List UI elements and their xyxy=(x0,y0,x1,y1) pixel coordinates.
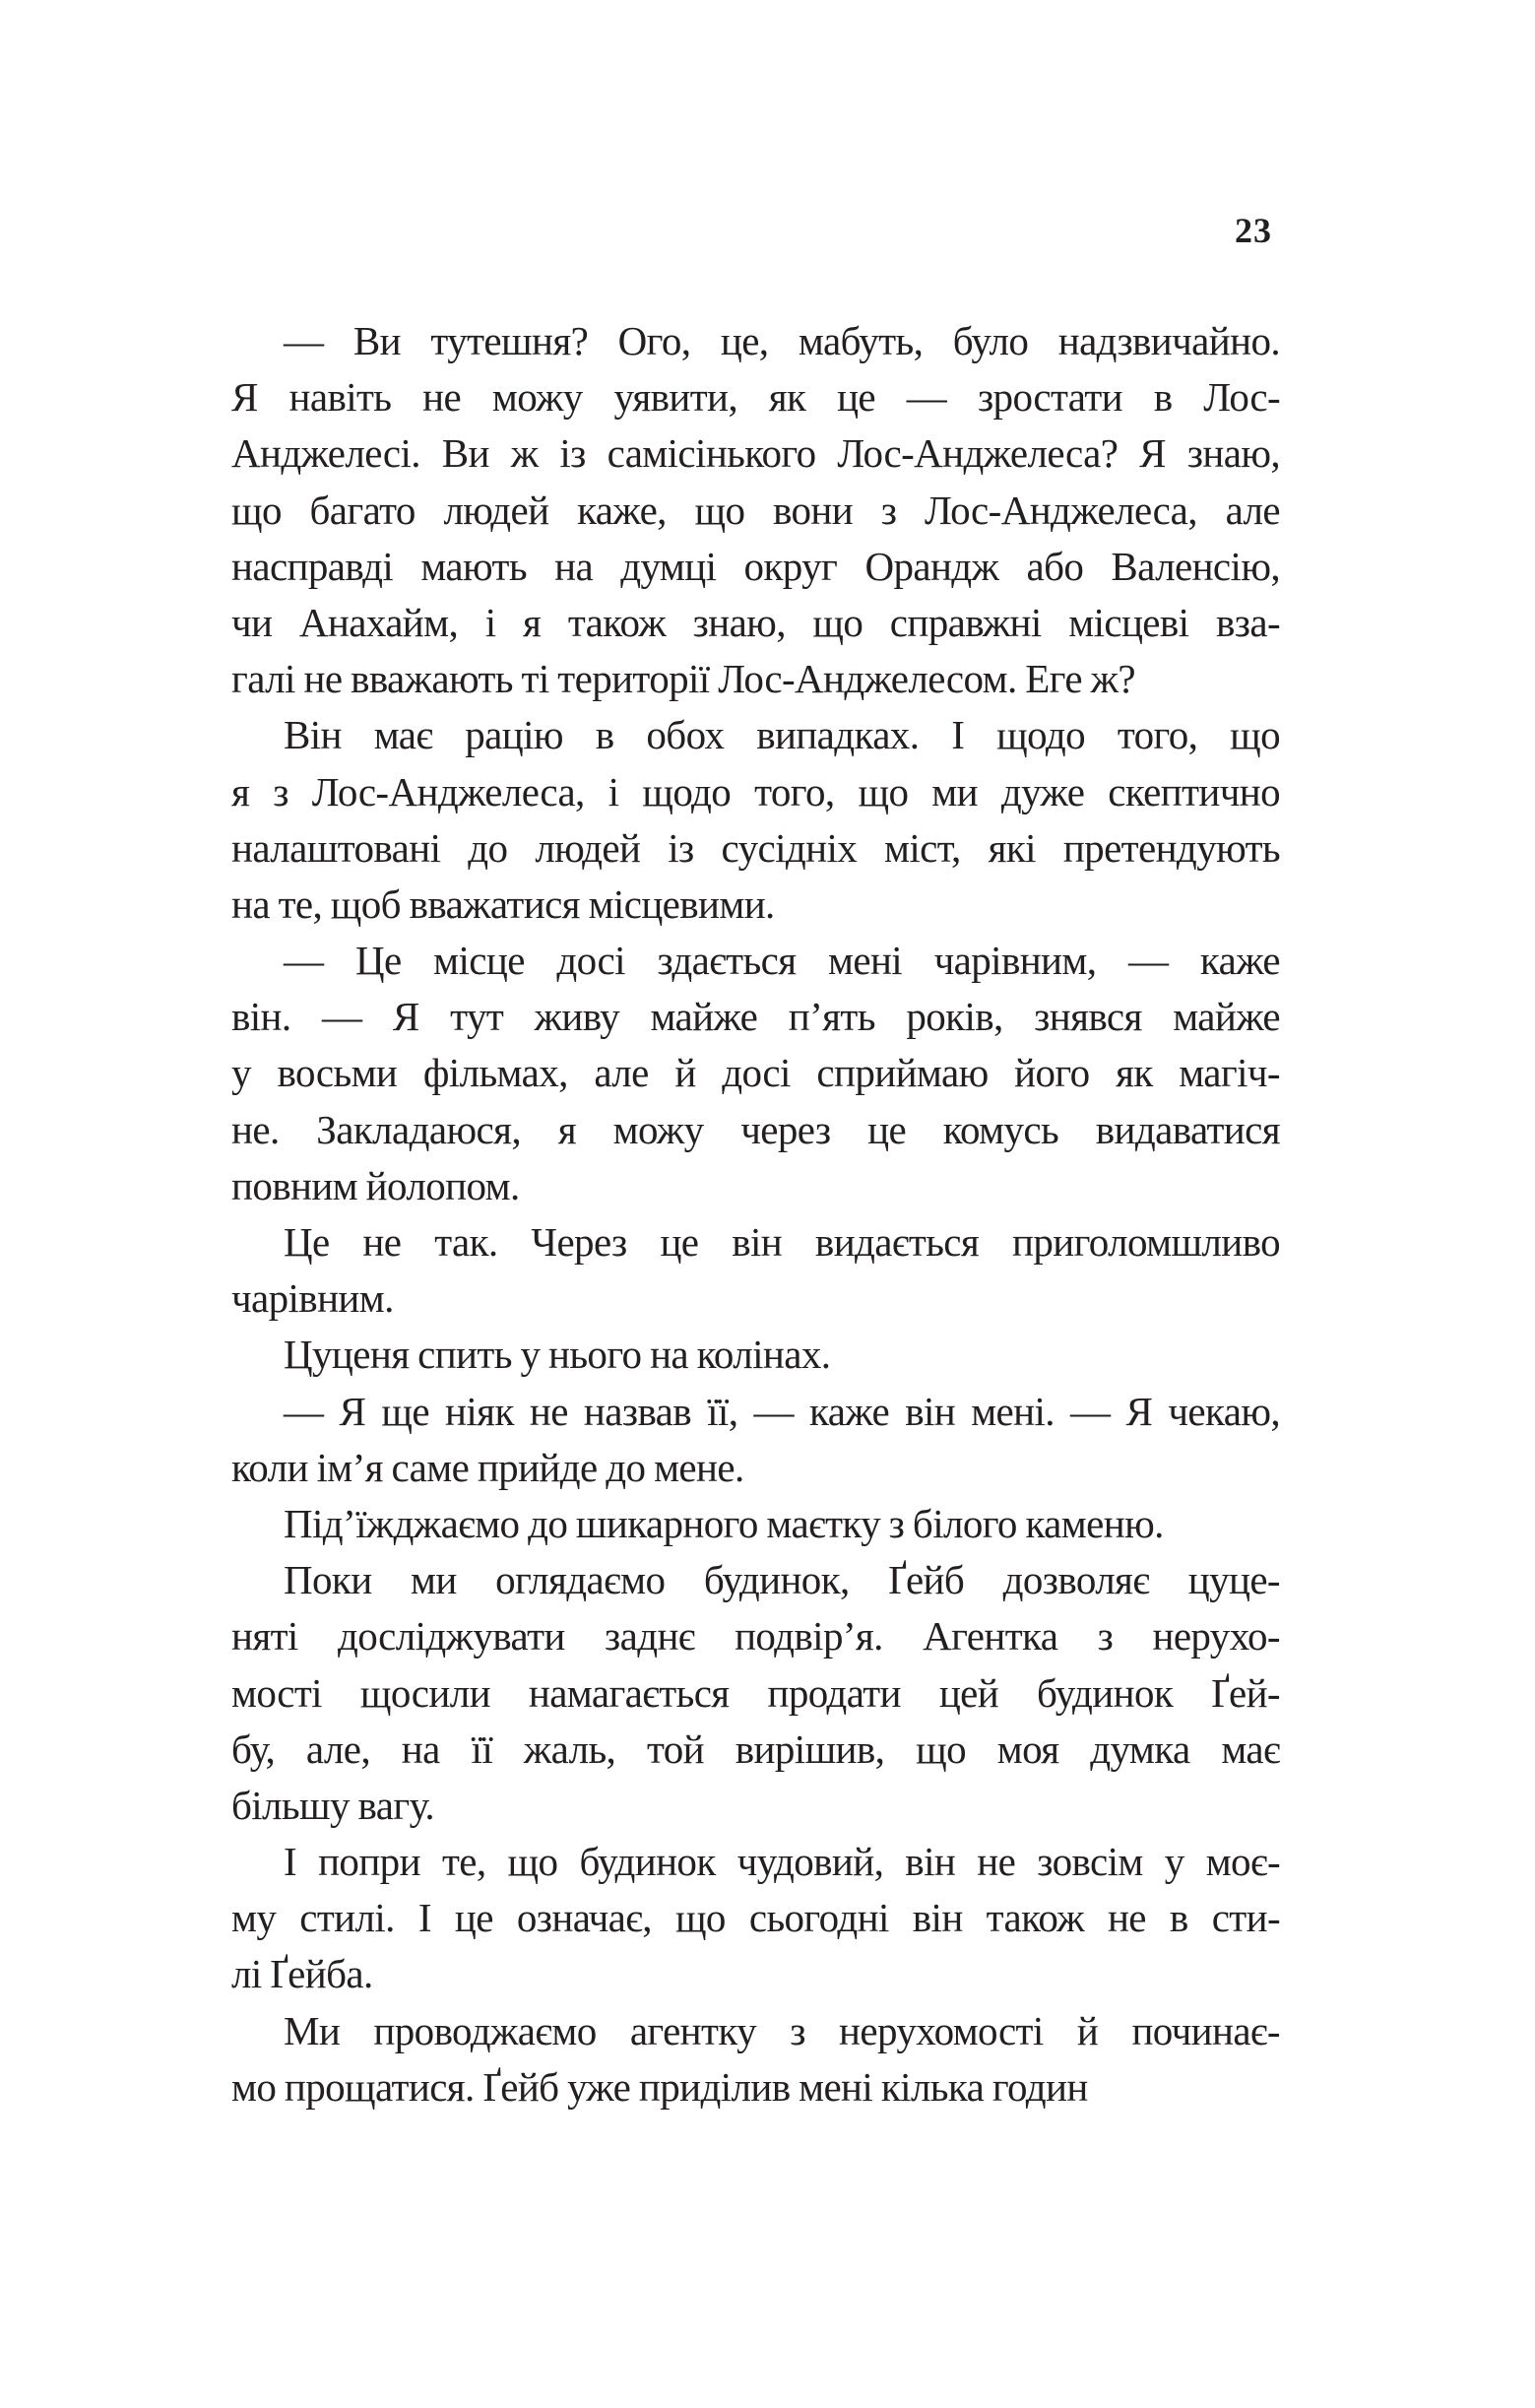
text-line: чарівним. xyxy=(231,1275,394,1322)
text-line: чи Анахайм, і я також знаю, що справжні місцеві вза- xyxy=(231,599,1280,645)
text-line: Він має рацію в обох випадках. І щодо того, що xyxy=(284,712,1280,758)
text-line: — Ви тутешня? Ого, це, мабуть, було надзвичайно. xyxy=(284,318,1280,363)
text-line: що багато людей каже, що вони з Лос-Анджелеса, але xyxy=(231,487,1280,533)
text-line: мо прощатися. Ґейб уже приділив мені кілька годин xyxy=(231,2063,1088,2110)
paragraph xyxy=(231,2003,1280,2115)
paragraph xyxy=(231,1214,1280,1327)
text-line: му стилі. І це означає, що сьогодні він також не в сти- xyxy=(231,1895,1280,1941)
text-line: повним йолопом. xyxy=(231,1162,520,1208)
text-line: Я навіть не можу уявити, як це — зростати в Лос- xyxy=(231,374,1280,421)
text-line: насправді мають на думці округ Орандж або Валенсію, xyxy=(231,543,1280,589)
page-number: 23 xyxy=(1235,211,1272,250)
paragraph xyxy=(231,707,1280,933)
text-line: Це не так. Через це він видається приголомшливо xyxy=(284,1219,1280,1265)
text-line: — Я ще ніяк не назвав її, — каже він мені. — Я чекаю, xyxy=(284,1388,1280,1434)
text-line: коли ім’я саме прийде до мене. xyxy=(231,1444,744,1490)
text-line: більшу вагу. xyxy=(231,1782,435,1828)
paragraph xyxy=(231,1552,1280,1834)
paragraph xyxy=(231,1496,1280,1552)
text-line: Ми проводжаємо агентку з нерухомості й починає- xyxy=(284,2007,1280,2053)
body-text xyxy=(231,313,1280,2115)
paragraph xyxy=(231,1834,1280,2003)
text-line: налаштовані до людей із сусідніх міст, які претендують xyxy=(231,824,1280,871)
text-line: — Це місце досі здається мені чарівним, — каже xyxy=(284,938,1280,984)
text-line: І попри те, що будинок чудовий, він не зовсім у моє- xyxy=(284,1839,1280,1885)
text-line: няті досліджувати заднє подвір’я. Агентка з нерухо- xyxy=(231,1613,1280,1660)
paragraph xyxy=(231,313,1280,707)
text-line: не. Закладаюся, я можу через це комусь видаватися xyxy=(231,1106,1280,1152)
text-line: я з Лос-Анджелеса, і щодо того, що ми дуже скептично xyxy=(231,768,1280,814)
text-line: галі не вважають ті території Лос-Анджелесом. Еге ж? xyxy=(231,656,1135,702)
text-line: він. — Я тут живу майже п’ять років, знявся майже xyxy=(231,994,1280,1040)
paragraph xyxy=(231,1384,1280,1496)
text-line: лі Ґейба. xyxy=(231,1951,373,1997)
paragraph xyxy=(231,1327,1280,1383)
text-line: на те, щоб вважатися місцевими. xyxy=(231,880,775,927)
text-line: мості щосили намагається продати цей будинок Ґей- xyxy=(231,1669,1280,1716)
text-line: Поки ми оглядаємо будинок, Ґейб дозволяє цуце- xyxy=(284,1557,1280,1603)
text-line: Анджелесі. Ви ж із самісінького Лос-Анджелеса? Я знаю, xyxy=(231,430,1280,477)
text-line: Під’їжджаємо до шикарного маєтку з білого каменю. xyxy=(284,1500,1164,1546)
text-line: у восьми фільмах, але й досі сприймаю його як магіч- xyxy=(231,1050,1280,1096)
text-line: бу, але, на її жаль, той вирішив, що моя думка має xyxy=(231,1725,1280,1772)
paragraph xyxy=(231,933,1280,1214)
text-line: Цуценя спить у нього на колінах. xyxy=(284,1332,831,1378)
